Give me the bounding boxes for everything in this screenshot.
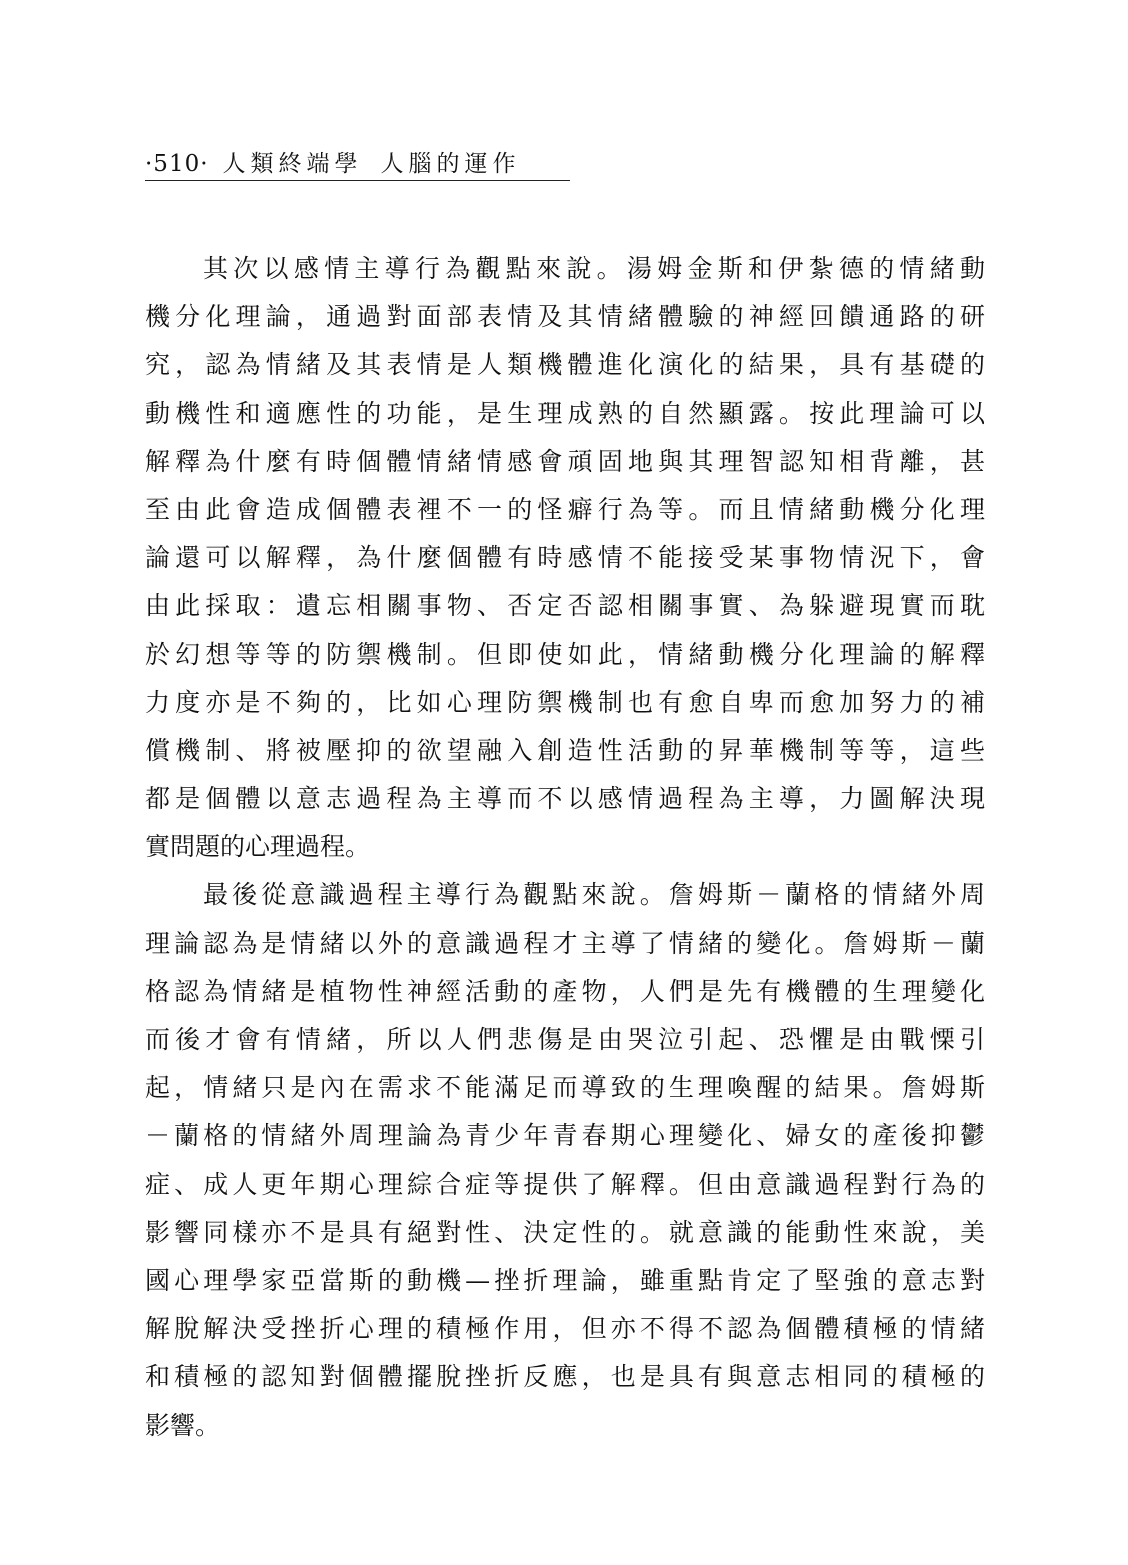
paragraph-1-line: 力度亦是不夠的，比如心理防禦機制也有愈自卑而愈加努力的補 <box>145 687 985 717</box>
paragraph-2-line: 格認為情緒是植物性神經活動的產物，人們是先有機體的生理變化 <box>145 976 985 1006</box>
paragraph-2-line: －蘭格的情緒外周理論為青少年青春期心理變化、婦女的產後抑鬱 <box>145 1121 985 1151</box>
paragraph-1-line: 機分化理論，通過對面部表情及其情緒體驗的神經回饋通路的研 <box>145 302 985 332</box>
running-header <box>145 148 570 181</box>
paragraph-1-line: 於幻想等等的防禦機制。但即使如此，情緒動機分化理論的解釋 <box>145 639 985 669</box>
paragraph-2-line: 理論認為是情緒以外的意識過程才主導了情緒的變化。詹姆斯－蘭 <box>145 928 985 958</box>
paragraph-1-line: 解釋為什麼有時個體情緒情感會頑固地與其理智認知相背離，甚 <box>145 446 985 476</box>
paragraph-1-line: 究，認為情緒及其表情是人類機體進化演化的結果，具有基礎的 <box>145 350 985 380</box>
paragraph-2-line: 國心理學家亞當斯的動機—挫折理論，雖重點肯定了堅強的意志對 <box>145 1265 985 1295</box>
paragraph-1-line: 償機制、將被壓抑的欲望融入創造性活動的昇華機制等等，這些 <box>145 735 985 765</box>
paragraph-1-line: 其次以感情主導行為觀點來說。湯姆金斯和伊紮德的情緒動 <box>203 254 985 283</box>
paragraph-2-line: 起，情緒只是內在需求不能滿足而導致的生理喚醒的結果。詹姆斯 <box>145 1073 985 1103</box>
paragraph-1-line: 至由此會造成個體表裡不一的怪癖行為等。而且情緒動機分化理 <box>145 494 985 524</box>
paragraph-1-line: 實問題的心理過程。 <box>145 832 371 862</box>
paragraph-1-line: 論還可以解釋，為什麼個體有時感情不能接受某事物情況下，會 <box>145 543 985 573</box>
body-text <box>145 245 985 1450</box>
paragraph-2-line: 而後才會有情緒，所以人們悲傷是由哭泣引起、恐懼是由戰慄引 <box>145 1025 985 1054</box>
book-title: 人類終端學 <box>222 151 363 177</box>
paragraph-2-line: 和積極的認知對個體擺脫挫折反應，也是具有與意志相同的積極的 <box>145 1362 985 1392</box>
page-number: ·510· <box>145 151 209 177</box>
paragraph-2-line: 最後從意識過程主導行為觀點來說。詹姆斯－蘭格的情緒外周 <box>203 880 985 910</box>
paragraph-2-line: 影響同樣亦不是具有絕對性、決定性的。就意識的能動性來說，美 <box>145 1217 985 1247</box>
paragraph-1-line: 動機性和適應性的功能，是生理成熟的自然顯露。按此理論可以 <box>145 398 985 428</box>
paragraph-1-line: 都是個體以意志過程為主導而不以感情過程為主導，力圖解決現 <box>145 784 985 814</box>
chapter-title: 人腦的運作 <box>380 151 521 177</box>
paragraph-2-line: 症、成人更年期心理綜合症等提供了解釋。但由意識過程對行為的 <box>145 1169 985 1199</box>
paragraph-1-line: 由此採取：遺忘相關事物、否定否認相關事實、為躲避現實而耽 <box>145 591 985 621</box>
paragraph-2-line: 影響。 <box>145 1410 221 1440</box>
paragraph-2-line: 解脫解決受挫折心理的積極作用，但亦不得不認為個體積極的情緒 <box>145 1314 985 1344</box>
